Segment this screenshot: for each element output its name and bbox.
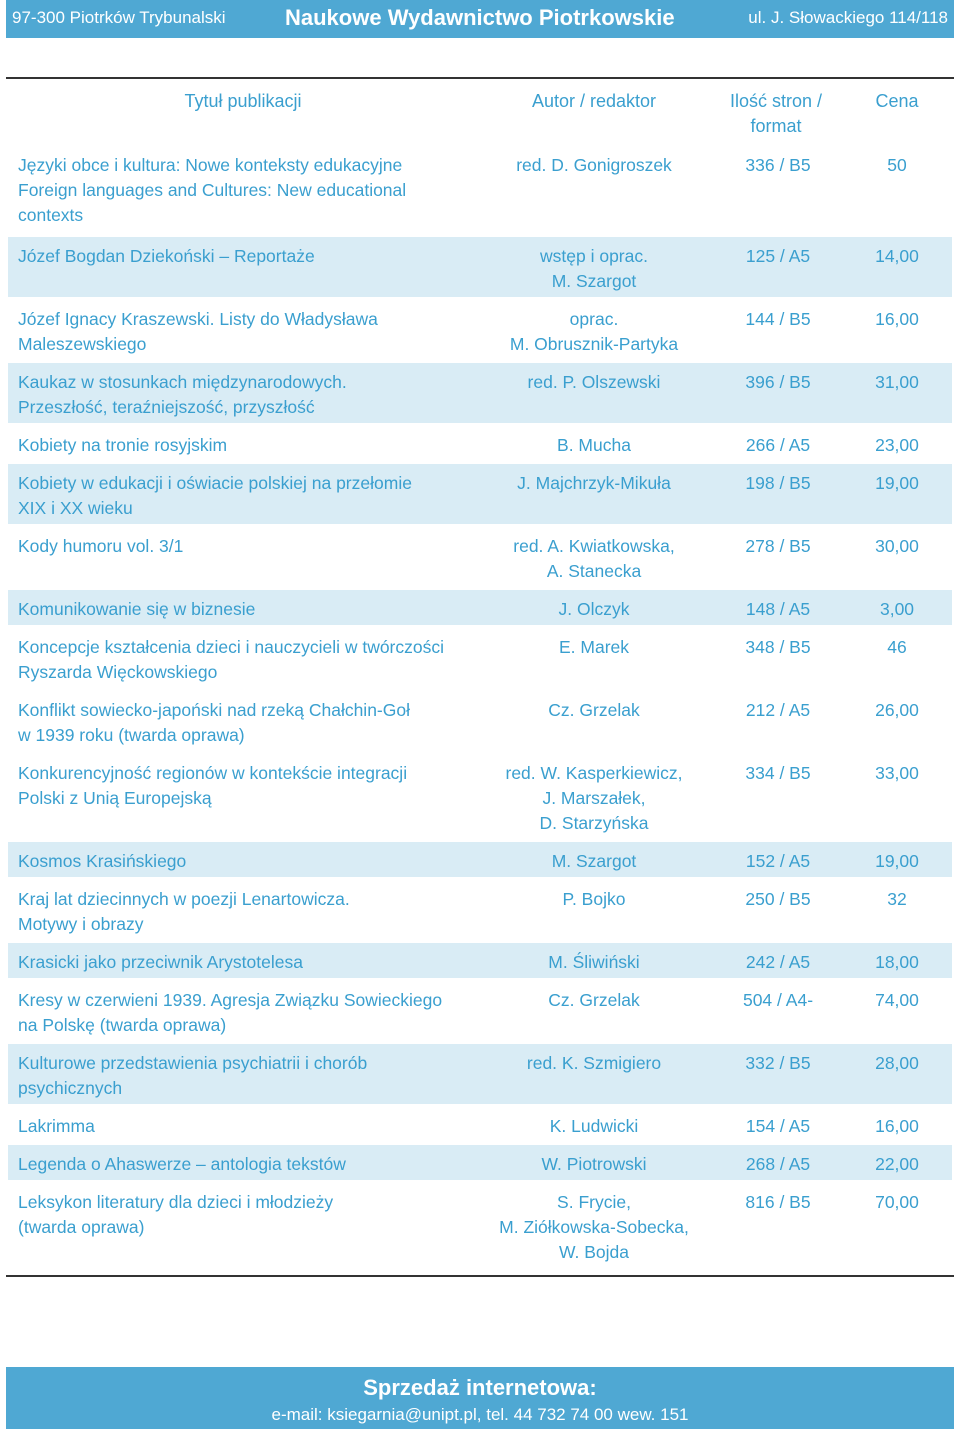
publications-table	[8, 146, 952, 1263]
publication-title: Kulturowe przedstawienia psychiatrii i chorób psychicznych	[18, 1053, 368, 1098]
publication-pages-format: 242 / A5	[745, 952, 811, 972]
publication-pages-format: 198 / B5	[745, 473, 811, 493]
publication-pages-format: 334 / B5	[745, 763, 811, 783]
publication-price: 16,00	[875, 309, 919, 329]
publication-pages-format: 268 / A5	[745, 1154, 811, 1174]
publication-author: E. Marek	[558, 637, 630, 657]
publisher-city: 97-300 Piotrków Trybunalski	[12, 8, 226, 27]
publication-title: Józef Bogdan Dziekoński – Reportaże	[18, 246, 315, 266]
publication-title: Konflikt sowiecko-japoński nad rzeką Chałchin-Goł w 1939 roku (twarda oprawa)	[18, 700, 410, 745]
publication-author: J. Majchrzyk-Mikuła	[517, 473, 671, 493]
footer-contact: e-mail: ksiegarnia@unipt.pl, tel. 44 732 74 00 wew. 151	[271, 1405, 689, 1424]
table-row	[8, 754, 952, 842]
publication-price: 32	[887, 889, 907, 909]
table-row	[8, 880, 952, 943]
publication-title: Kobiety w edukacji i oświacie polskiej na przełomie XIX i XX wieku	[18, 473, 412, 518]
publication-price: 23,00	[875, 435, 919, 455]
footer-bar	[6, 1367, 954, 1429]
table-row	[8, 842, 952, 880]
publication-price: 19,00	[875, 851, 919, 871]
publication-author: wstęp i oprac. M. Szargot	[540, 246, 648, 291]
publication-pages-format: 148 / A5	[745, 599, 811, 619]
publication-pages-format: 266 / A5	[745, 435, 811, 455]
publication-price: 70,00	[875, 1192, 919, 1212]
publication-author: red. W. Kasperkiewicz, J. Marszałek, D. Starzyńska	[505, 763, 683, 833]
publication-pages-format: 504 / A4-	[742, 990, 814, 1010]
publication-author: P. Bojko	[562, 889, 626, 909]
publication-price: 26,00	[875, 700, 919, 720]
publication-price: 50	[887, 155, 907, 175]
publication-pages-format: 144 / B5	[745, 309, 811, 329]
publication-price: 28,00	[875, 1053, 919, 1073]
table-row	[8, 691, 952, 754]
publication-price: 16,00	[875, 1116, 919, 1136]
table-row	[8, 237, 952, 300]
publication-title: Kody humoru vol. 3/1	[18, 536, 184, 556]
table-row	[8, 1145, 952, 1183]
top-divider	[6, 77, 954, 79]
publication-author: red. P. Olszewski	[527, 372, 661, 392]
publication-pages-format: 348 / B5	[745, 637, 811, 657]
table-row	[8, 363, 952, 426]
publication-pages-format: 336 / B5	[745, 155, 811, 175]
publication-pages-format: 125 / A5	[745, 246, 811, 266]
publication-price: 33,00	[875, 763, 919, 783]
publication-price: 3,00	[879, 599, 915, 619]
publication-author: B. Mucha	[557, 435, 631, 455]
publication-title: Krasicki jako przeciwnik Arystotelesa	[18, 952, 303, 972]
publication-price: 18,00	[875, 952, 919, 972]
publication-price: 30,00	[875, 536, 919, 556]
publication-author: M. Śliwiński	[548, 952, 640, 972]
header-bar	[6, 0, 954, 38]
publisher-address: ul. J. Słowackiego 114/118	[748, 8, 948, 27]
table-row	[8, 1183, 952, 1263]
publication-author: oprac. M. Obrusznik-Partyka	[509, 309, 679, 354]
publication-title: Legenda o Ahaswerze – antologia tekstów	[18, 1154, 346, 1174]
publication-pages-format: 396 / B5	[745, 372, 811, 392]
publication-author: red. D. Gonigroszek	[516, 155, 672, 175]
publication-author: S. Frycie, M. Ziółkowska-Sobecka, W. Bojda	[499, 1192, 689, 1262]
publication-author: red. A. Kwiatkowska, A. Stanecka	[513, 536, 675, 581]
publication-price: 31,00	[875, 372, 919, 392]
table-row	[8, 628, 952, 691]
publication-title: Kobiety na tronie rosyjskim	[18, 435, 228, 455]
table-row	[8, 981, 952, 1044]
table-row	[8, 426, 952, 464]
publisher-name: Naukowe Wydawnictwo Piotrkowskie	[285, 5, 675, 30]
publication-pages-format: 816 / B5	[745, 1192, 811, 1212]
publication-title: Języki obce i kultura: Nowe konteksty edukacyjne Foreign languages and Cultures: New educational contexts	[18, 155, 407, 225]
publication-price: 14,00	[875, 246, 919, 266]
publication-author: red. K. Szmigiero	[526, 1053, 662, 1073]
footer-title: Sprzedaż internetowa:	[363, 1375, 597, 1400]
bottom-divider	[6, 1275, 954, 1277]
publication-pages-format: 250 / B5	[745, 889, 811, 909]
publication-title: Kraj lat dziecinnych w poezji Lenartowicza. Motywy i obrazy	[18, 889, 350, 934]
publication-pages-format: 332 / B5	[745, 1053, 811, 1073]
publication-author: K. Ludwicki	[549, 1116, 639, 1136]
publication-title: Kaukaz w stosunkach międzynarodowych. Przeszłość, teraźniejszość, przyszłość	[18, 372, 347, 417]
publication-author: W. Piotrowski	[541, 1154, 647, 1174]
publication-price: 19,00	[875, 473, 919, 493]
publication-title: Koncepcje kształcenia dzieci i nauczycieli w twórczości Ryszarda Więckowskiego	[18, 637, 445, 682]
column-header-pages: Ilość stron / format	[729, 91, 823, 136]
publication-pages-format: 154 / A5	[745, 1116, 811, 1136]
table-row	[8, 527, 952, 590]
table-row	[8, 1107, 952, 1145]
publication-price: 74,00	[875, 990, 919, 1010]
publication-author: Cz. Grzelak	[548, 990, 640, 1010]
publication-title: Komunikowanie się w biznesie	[18, 599, 256, 619]
table-row	[8, 300, 952, 363]
publication-title: Józef Ignacy Kraszewski. Listy do Władysława Maleszewskiego	[18, 309, 378, 354]
column-header-price: Cena	[875, 91, 919, 111]
table-row	[8, 1044, 952, 1107]
publication-author: Cz. Grzelak	[548, 700, 640, 720]
table-row	[8, 146, 952, 237]
publication-title: Kosmos Krasińskiego	[18, 851, 187, 871]
table-row	[8, 590, 952, 628]
publication-title: Kresy w czerwieni 1939. Agresja Związku Sowieckiego na Polskę (twarda oprawa)	[18, 990, 443, 1035]
publication-author: J. Olczyk	[558, 599, 630, 619]
publication-price: 22,00	[875, 1154, 919, 1174]
publication-title: Lakrimma	[18, 1116, 95, 1136]
publication-pages-format: 278 / B5	[745, 536, 811, 556]
publication-pages-format: 212 / A5	[745, 700, 811, 720]
publication-pages-format: 152 / A5	[745, 851, 811, 871]
column-header-author: Autor / redaktor	[531, 91, 657, 111]
publication-author: M. Szargot	[551, 851, 637, 871]
publication-title: Konkurencyjność regionów w kontekście integracji Polski z Unią Europejską	[18, 763, 408, 808]
publication-title: Leksykon literatury dla dzieci i młodzieży (twarda oprawa)	[18, 1192, 334, 1237]
table-row	[8, 943, 952, 981]
table-row	[8, 464, 952, 527]
publication-price: 46	[887, 637, 907, 657]
column-header-title: Tytuł publikacji	[184, 91, 302, 111]
